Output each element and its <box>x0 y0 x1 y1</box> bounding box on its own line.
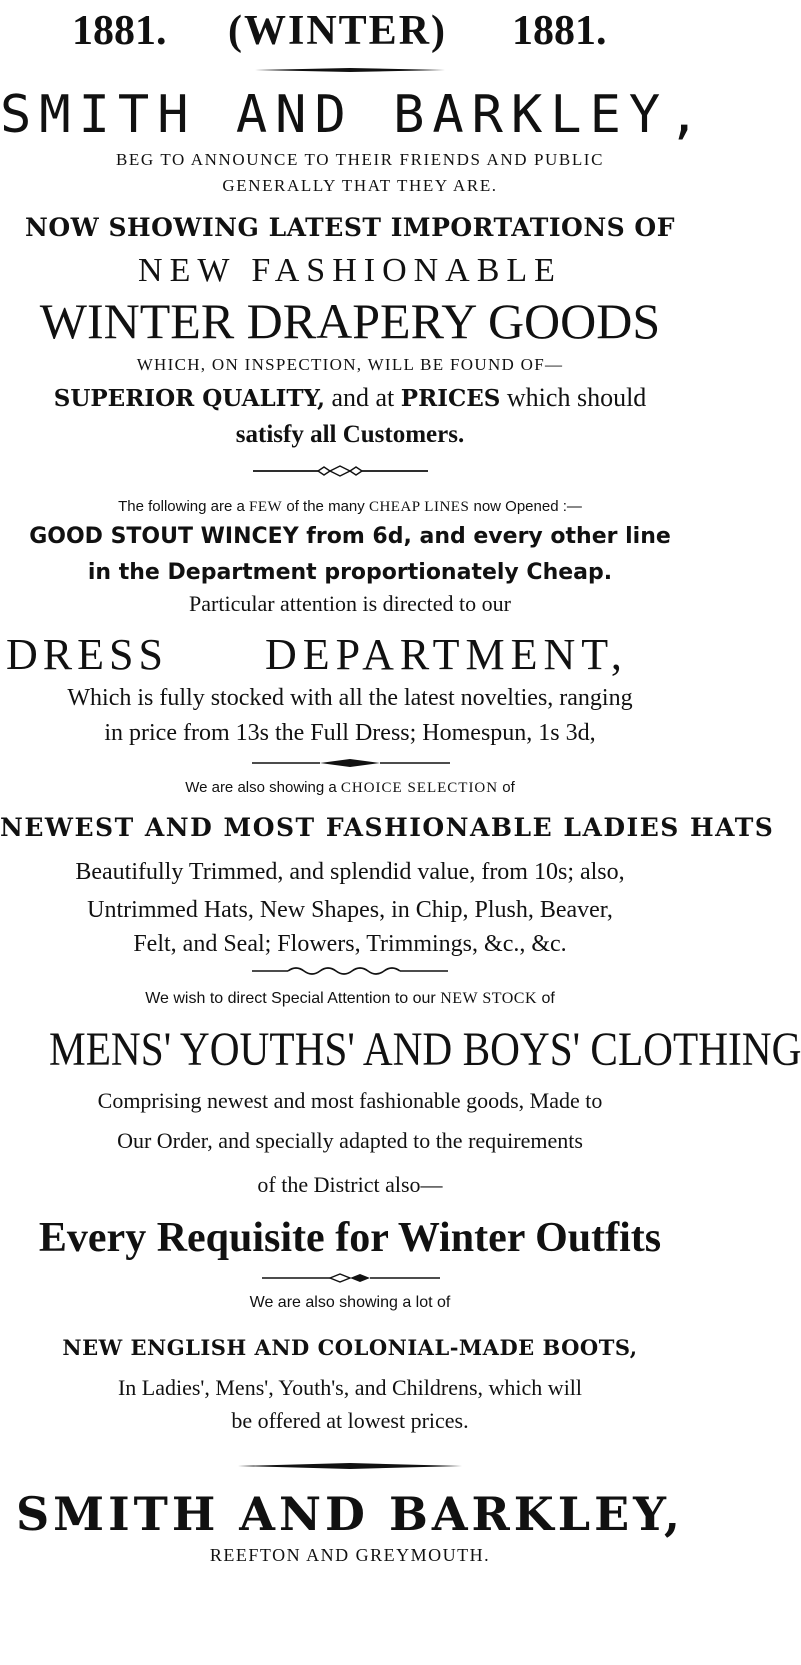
wincey-line: GOOD STOUT WINCEY from 6d, and every other line <box>29 524 671 549</box>
new-fashionable-heading: NEW FASHIONABLE <box>138 252 562 289</box>
particular-attention-line: Particular attention is directed to our <box>189 591 511 616</box>
which-should-text: which should <box>506 383 647 412</box>
year-right: 1881. <box>512 8 607 54</box>
winter-drapery-heading: WINTER DRAPERY GOODS <box>39 293 661 349</box>
hats-intro <box>0 776 700 800</box>
cheap-intro-middle: of the many <box>286 498 365 515</box>
ladies-hats-heading: NEWEST AND MOST FASHIONABLE LADIES HATS <box>0 813 775 842</box>
divider-ornament-5 <box>0 1268 700 1288</box>
cheap-intro-suffix: now Opened :— <box>473 498 582 515</box>
clothing-line-2: Our Order, and specially adapted to the requirements <box>117 1128 583 1153</box>
clothing-intro-prefix: We wish to direct Special Attention to our <box>145 990 436 1007</box>
hats-intro-suffix: of <box>502 779 515 796</box>
cheap-lines-intro <box>0 495 700 519</box>
inspection-line: WHICH, ON INSPECTION, WILL BE FOUND OF— <box>136 355 564 374</box>
divider-rule-1 <box>0 60 700 80</box>
hats-line-3: Felt, and Seal; Flowers, Trimmings, &c., &c. <box>133 931 567 957</box>
clothing-line-1: Comprising newest and most fashionable goods, Made to <box>97 1088 603 1113</box>
divider-rule-6 <box>0 1456 700 1476</box>
year-left: 1881. <box>72 8 167 54</box>
cheap-intro-prefix: The following are a <box>118 498 245 515</box>
now-showing-heading: NOW SHOWING LATEST IMPORTATIONS OF <box>25 213 675 242</box>
hats-line-2: Untrimmed Hats, New Shapes, in Chip, Plush, Beaver, <box>87 897 613 923</box>
dress-line-1: Which is fully stocked with all the latest novelties, ranging <box>67 685 633 711</box>
dress-department-heading <box>0 628 700 682</box>
divider-ornament-4 <box>0 961 700 981</box>
boots-line-2: be offered at lowest prices. <box>231 1408 469 1433</box>
clothing-intro-suffix: of <box>541 990 555 1007</box>
boots-heading: NEW ENGLISH AND COLONIAL-MADE BOOTS, <box>62 1335 638 1360</box>
dress-word: DRESS <box>6 630 168 679</box>
clothing-intro <box>0 986 700 1012</box>
department-word: DEPARTMENT, <box>265 630 628 679</box>
cheap-intro-few: FEW <box>249 499 283 515</box>
footer-towns: REEFTON AND GREYMOUTH. <box>209 1545 491 1565</box>
divider-ornament-2 <box>0 461 700 481</box>
announcement-line-2: GENERALLY THAT THEY ARE. <box>222 176 498 195</box>
boots-line-1: In Ladies', Mens', Youth's, and Childrens, which will <box>117 1375 583 1400</box>
season-label: (WINTER) <box>228 8 448 54</box>
divider-ornament-3 <box>0 753 700 773</box>
satisfy-line: satisfy all Customers. <box>235 421 465 448</box>
prices-text: PRICES <box>400 385 501 412</box>
and-at-text: and at <box>331 383 395 412</box>
superior-quality-text: SUPERIOR QUALITY, <box>53 385 325 412</box>
cheap-intro-caps: CHEAP LINES <box>368 499 470 515</box>
boots-intro: We are also showing a lot of <box>249 1294 451 1311</box>
hats-intro-prefix: We are also showing a <box>185 779 337 796</box>
year-header <box>0 2 700 60</box>
footer-firm-name: SMITH AND BARKLEY, <box>15 1487 685 1541</box>
dress-line-2: in price from 13s the Full Dress; Homespun, 1s 3d, <box>104 720 596 746</box>
winter-outfits-heading: Every Requisite for Winter Outfits <box>38 1215 662 1261</box>
firm-name-heading: SMITH AND BARKLEY, <box>0 85 708 145</box>
hats-intro-caps: CHOICE SELECTION <box>340 780 499 796</box>
clothing-intro-caps: NEW STOCK <box>440 990 537 1007</box>
hats-line-1: Beautifully Trimmed, and splendid value, from 10s; also, <box>75 859 625 885</box>
clothing-heading: MENS' YOUTHS' AND BOYS' CLOTHING <box>49 1023 801 1076</box>
clothing-line-3: of the District also— <box>257 1172 443 1197</box>
announcement-line-1: BEG TO ANNOUNCE TO THEIR FRIENDS AND PUBLIC <box>115 150 605 169</box>
quality-line <box>0 381 700 416</box>
department-cheap-line: in the Department proportionately Cheap. <box>87 560 613 585</box>
